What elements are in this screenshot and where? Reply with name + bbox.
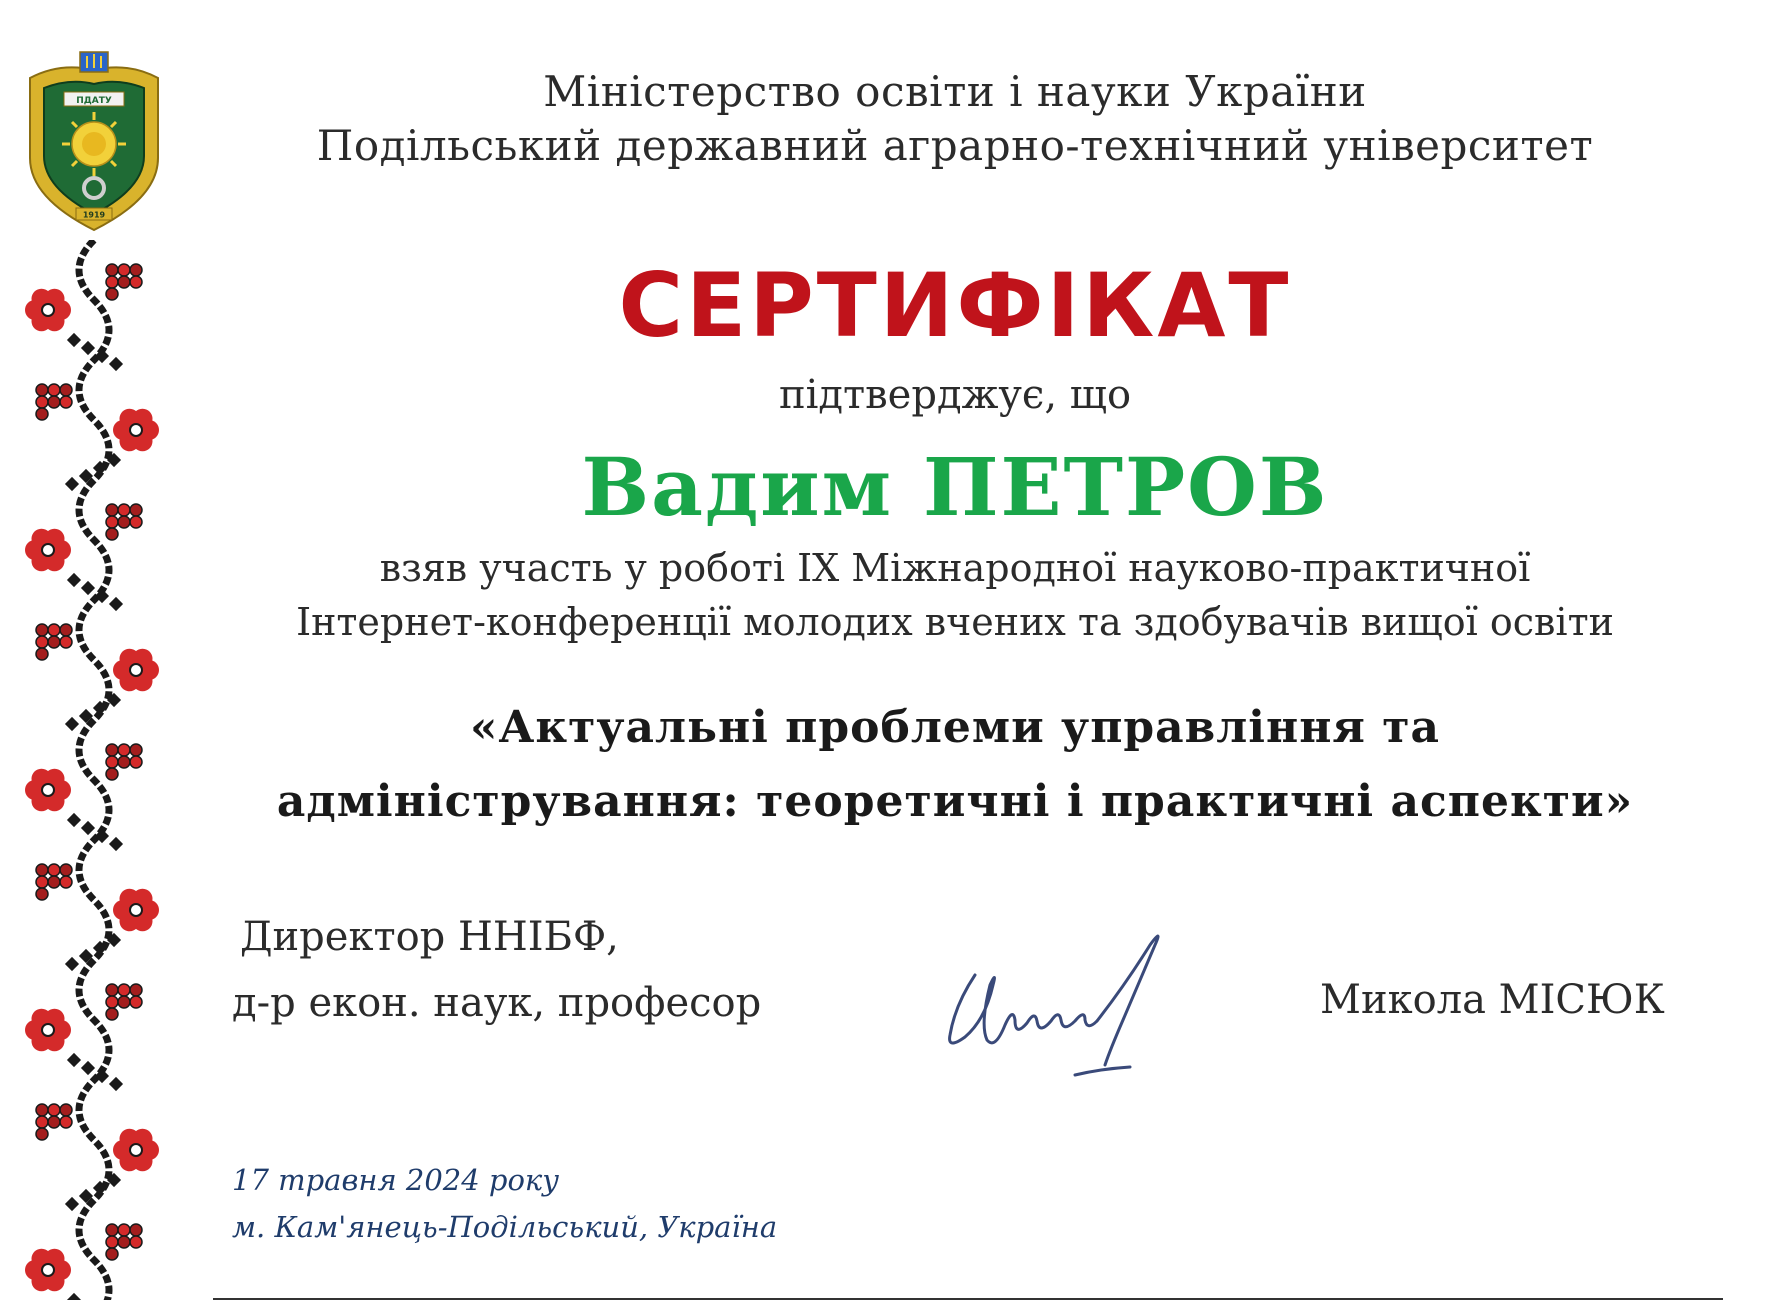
signatory-position-line-1: Директор ННІБФ, — [240, 914, 619, 960]
ornament-berry — [130, 744, 142, 756]
ornament-leaf — [65, 477, 79, 491]
ornament-berry — [60, 624, 72, 636]
ornament-berry — [60, 636, 72, 648]
ornament-berry — [106, 1008, 118, 1020]
ornament-berry — [36, 1128, 48, 1140]
ornament-berry — [130, 516, 142, 528]
conference-title-line-2: адміністрування: теоретичні і практичні аспекти» — [276, 776, 1634, 827]
ornament-vine — [79, 240, 109, 1300]
ornament-berry — [130, 756, 142, 768]
ornament-leaf — [67, 573, 81, 587]
ornament-flower-center — [130, 1144, 142, 1156]
ornament-berry — [60, 876, 72, 888]
ornament-berry — [118, 1224, 130, 1236]
ornament-berry — [48, 1104, 60, 1116]
ornament-berry — [106, 528, 118, 540]
ornament-leaf — [65, 717, 79, 731]
ornament-berry — [130, 504, 142, 516]
signatory-name: Микола МІСЮК — [1320, 977, 1665, 1023]
description-line-1: взяв участь у роботі IX Міжнародної науково-практичної — [379, 546, 1531, 590]
ornament-leaf — [109, 357, 123, 371]
ornament-leaf — [67, 813, 81, 827]
ornament-berry — [106, 1248, 118, 1260]
ornament-berry — [36, 408, 48, 420]
ornament-berry — [36, 396, 48, 408]
ornament-leaf — [109, 1077, 123, 1091]
ornament-leaf — [65, 957, 79, 971]
ornament-berry — [106, 984, 118, 996]
ornament-berry — [106, 996, 118, 1008]
ornament-berry — [106, 504, 118, 516]
ornament-flower-center — [42, 544, 54, 556]
university-emblem — [20, 48, 168, 233]
ornament-berry — [36, 624, 48, 636]
ornament-leaf — [81, 341, 95, 355]
ornament-berry — [36, 864, 48, 876]
ornament-flower-center — [130, 424, 142, 436]
ornament-berry — [60, 396, 72, 408]
ornament-berry — [48, 384, 60, 396]
ornament-berry — [106, 264, 118, 276]
conference-title-line-1: «Актуальні проблеми управління та — [470, 702, 1440, 753]
recipient-name: Вадим ПЕТРОВ — [581, 440, 1329, 534]
embroidery-ornament — [14, 240, 174, 1300]
ornament-berry — [36, 384, 48, 396]
ornament-berry — [36, 1104, 48, 1116]
ornament-leaf — [67, 1293, 81, 1300]
emblem-year: 1919 — [82, 210, 106, 220]
issue-place: м. Кам'янець-Подільський, Україна — [232, 1210, 778, 1244]
ornament-berry — [118, 516, 130, 528]
ornament-berry — [36, 888, 48, 900]
ornament-flower-center — [42, 304, 54, 316]
ornament-berry — [118, 1236, 130, 1248]
ornament-berry — [118, 984, 130, 996]
ornament-berry — [36, 1116, 48, 1128]
ornament-berry — [130, 1224, 142, 1236]
description-line-2: Інтернет-конференції молодих вчених та здобувачів вищої освіти — [296, 600, 1614, 644]
ornament-berry — [106, 288, 118, 300]
ornament-berry — [60, 384, 72, 396]
ornament-berry — [130, 1236, 142, 1248]
ornament-leaf — [67, 1053, 81, 1067]
ornament-flower-center — [130, 904, 142, 916]
ornament-flower-center — [130, 664, 142, 676]
ornament-leaf — [65, 1197, 79, 1211]
ornament-berry — [118, 276, 130, 288]
signatory-position-line-2: д-р екон. наук, професор — [232, 980, 762, 1026]
ornament-berry — [118, 996, 130, 1008]
ornament-leaf — [81, 1061, 95, 1075]
ornament-flower-center — [42, 784, 54, 796]
ornament-berry — [106, 744, 118, 756]
ornament-berry — [36, 636, 48, 648]
ornament-flower-center — [42, 1024, 54, 1036]
ornament-flower-center — [42, 1264, 54, 1276]
ornament-leaf — [81, 821, 95, 835]
ornament-berry — [48, 864, 60, 876]
ornament-berry — [60, 864, 72, 876]
university-heading: Подільський державний аграрно-технічний університет — [316, 121, 1594, 170]
ornament-berry — [60, 1116, 72, 1128]
issue-date: 17 травня 2024 року — [232, 1163, 560, 1197]
ornament-leaf — [81, 581, 95, 595]
emblem-top-text: ПДАТУ — [76, 96, 112, 106]
handwritten-signature — [935, 925, 1235, 1095]
ministry-heading: Міністерство освіти і науки України — [543, 67, 1367, 116]
bottom-divider — [213, 1298, 1723, 1300]
ornament-berry — [48, 876, 60, 888]
ornament-berry — [106, 756, 118, 768]
ornament-berry — [130, 984, 142, 996]
ornament-leaf — [109, 597, 123, 611]
confirms-text: підтверджує, що — [778, 372, 1132, 418]
ornament-berry — [36, 648, 48, 660]
ornament-berry — [130, 264, 142, 276]
ornament-berry — [60, 1104, 72, 1116]
ornament-berry — [106, 276, 118, 288]
ornament-berry — [118, 264, 130, 276]
ornament-berry — [106, 768, 118, 780]
ornament-berry — [36, 876, 48, 888]
ornament-berry — [118, 744, 130, 756]
ornament-berry — [48, 624, 60, 636]
ornament-berry — [48, 396, 60, 408]
ornament-berry — [130, 276, 142, 288]
ornament-leaf — [109, 837, 123, 851]
ornament-leaf — [67, 333, 81, 347]
ornament-berry — [48, 636, 60, 648]
ornament-berry — [118, 504, 130, 516]
ornament-berry — [106, 1236, 118, 1248]
ornament-berry — [106, 516, 118, 528]
certificate-title: СЕРТИФІКАТ — [618, 254, 1292, 357]
ornament-berry — [106, 1224, 118, 1236]
ornament-berry — [130, 996, 142, 1008]
ornament-berry — [118, 756, 130, 768]
ornament-berry — [48, 1116, 60, 1128]
